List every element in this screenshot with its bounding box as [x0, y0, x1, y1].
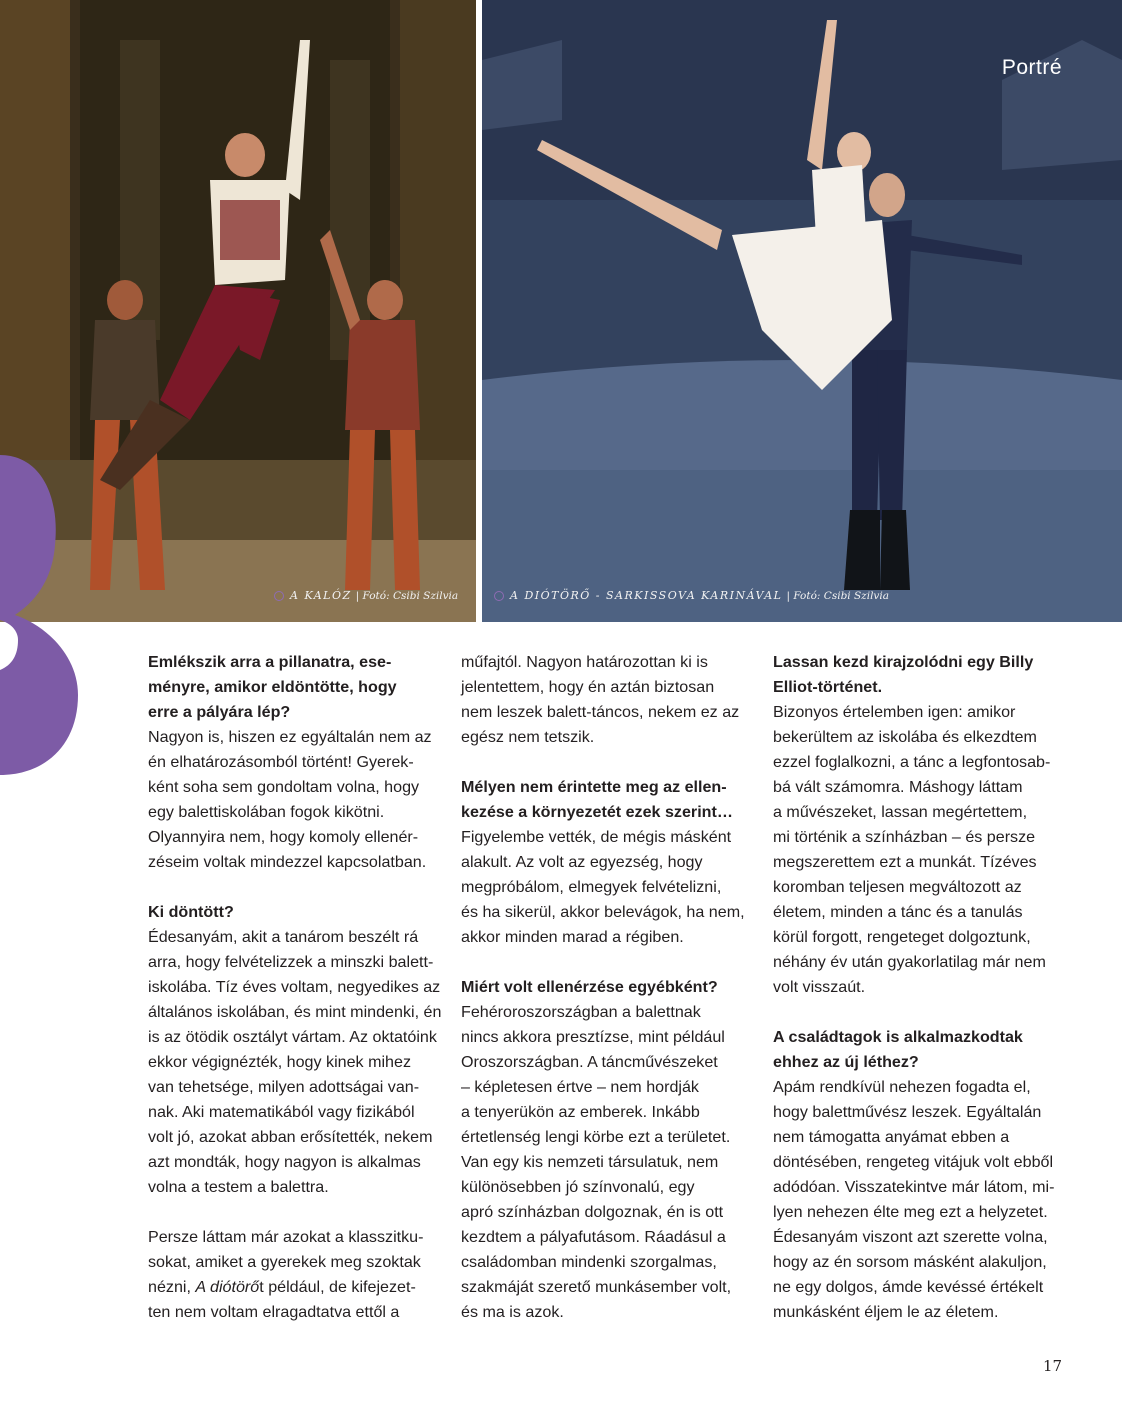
text-line: egész nem tetszik. [461, 728, 595, 746]
answer-1 [148, 725, 448, 875]
text-line: körül forgott, rengeteget dolgoztunk, [773, 928, 1031, 946]
text-line: szakmáját szerető munkásember volt, [461, 1278, 732, 1296]
text-line: Van egy kis nemzeti társulatuk, nem [461, 1153, 719, 1171]
caption-bullet-icon [274, 591, 284, 601]
text-line: ezzel foglalkozni, a tánc a legfontosab- [773, 753, 1051, 771]
text-line: Ki döntött? [148, 903, 234, 921]
answer-3 [461, 825, 761, 950]
text-line: Bizonyos értelemben igen: amikor [773, 703, 1016, 721]
text-line: ekkor végignézték, hogy kinek mihez [148, 1053, 412, 1071]
text-line: ehhez az új léthez? [773, 1053, 919, 1071]
text-line: megpróbálom, elmegyek felvételizni, [461, 878, 722, 896]
text-line: és ma is azok. [461, 1303, 564, 1321]
text-fragment: t például, de kifejezet- [259, 1278, 416, 1296]
text-line: Lassan kezd kirajzolódni egy Billy [773, 653, 1034, 671]
text-line: koromban teljesen megváltozott az [773, 878, 1022, 896]
text-line: családomban mindenki szorgalmas, [461, 1253, 717, 1271]
caption-left-title: A KALÓZ [290, 589, 352, 602]
caption-right-credit: | Fotó: Csibi Szilvia [786, 590, 889, 602]
text-line: Figyelembe vették, de mégis másként [461, 828, 732, 846]
text-line: Édesanyám, akit a tanárom beszélt rá [148, 928, 419, 946]
photo-nutcracker-illustration [482, 0, 1122, 622]
text-fragment: nézni, [148, 1278, 196, 1296]
text-line: sokat, amiket a gyerekek meg szoktak [148, 1253, 421, 1271]
text-line: Olyannyira nem, hogy komoly ellenér- [148, 828, 419, 846]
text-line: volt visszaút. [773, 978, 866, 996]
text-line: ten nem voltam elragadtatva ettől a [148, 1303, 400, 1321]
text-line: a művészeket, lassan megértettem, [773, 803, 1028, 821]
text-line: műfajtól. Nagyon határozottan ki is [461, 653, 708, 671]
text-line [148, 1275, 448, 1300]
text-line: Elliot-történet. [773, 678, 883, 696]
text-line: kezése a környezetét ezek szerint… [461, 803, 733, 821]
caption-right-title: A DIÓTÖRŐ - SARKISSOVA KARINÁVAL [510, 589, 783, 602]
text-line: értetlenség lengi körbe ezt a területet. [461, 1128, 731, 1146]
answer-2 [148, 925, 448, 1200]
text-line: lyen nehezen élte meg ezt a helyzetet. [773, 1203, 1048, 1221]
article-column-1 [148, 650, 448, 1350]
text-line: különösebben jó színvonalú, egy [461, 1178, 695, 1196]
text-line: Emlékszik arra a pillanatra, ese- [148, 653, 392, 671]
section-label: Portré [1001, 56, 1062, 79]
text-line: bá vált számomra. Máshogy láttam [773, 778, 1023, 796]
question-1 [148, 650, 448, 725]
text-line: bekerültem az iskolába és elkezdtem [773, 728, 1037, 746]
text-line: is az ötödik osztályt vártam. Az oktatóink [148, 1028, 437, 1046]
text-line: adódóan. Visszatekintve már látom, mi- [773, 1178, 1055, 1196]
text-line: kezdtem a pályafutásom. Ráadásul a [461, 1228, 726, 1246]
text-line: azt mondták, hogy nagyon is alkalmas [148, 1153, 421, 1171]
text-line: döntésében, rengeteg vitájuk volt ebből [773, 1153, 1054, 1171]
answer-5 [773, 700, 1073, 1000]
text-line: Persze láttam már azokat a klasszitku- [148, 1228, 424, 1246]
text-line: a tenyerükön az emberek. Inkább [461, 1103, 700, 1121]
text-line: nincs akkora presztízse, mint például [461, 1028, 725, 1046]
text-line: volna a testem a balettra. [148, 1178, 329, 1196]
text-line: Édesanyám viszont azt szerette volna, [773, 1228, 1048, 1246]
question-4 [461, 975, 761, 1000]
answer-6 [773, 1075, 1073, 1325]
answer-4 [461, 1000, 761, 1325]
text-line: volt jó, azokat abban erősítették, nekem [148, 1128, 433, 1146]
text-line: alakult. Az volt az egyezség, hogy [461, 853, 703, 871]
caption-bullet-icon [494, 591, 504, 601]
text-line: megszerettem ezt a munkát. Tízéves [773, 853, 1037, 871]
text-line: én elhatározásomból történt! Gyerek- [148, 753, 414, 771]
text-line: Fehéroroszországban a balettnak [461, 1003, 701, 1021]
text-line: A családtagok is alkalmazkodtak [773, 1028, 1023, 1046]
text-line: – képletesen értve – nem hordják [461, 1078, 699, 1096]
text-line: apró színházban dolgoznak, én is ott [461, 1203, 724, 1221]
question-6 [773, 1025, 1073, 1075]
text-line: néhány év után gyakorlatilag már nem [773, 953, 1046, 971]
text-line: Apám rendkívül nehezen fogadta el, [773, 1078, 1031, 1096]
text-line: zéseim voltak mindezzel kapcsolatban. [148, 853, 427, 871]
text-line: akkor minden marad a régiben. [461, 928, 684, 946]
text-line: egy balettiskolában fogok kikötni. [148, 803, 385, 821]
question-5 [773, 650, 1073, 700]
answer-continued [461, 650, 761, 750]
text-line: hogy az én sorsom másként alakuljon, [773, 1253, 1047, 1271]
work-title-italic: A diótörő [195, 1278, 260, 1296]
text-line: jelentettem, hogy én aztán biztosan [461, 678, 715, 696]
text-line: ményre, amikor eldöntötte, hogy [148, 678, 397, 696]
page-number: 17 [1043, 1357, 1063, 1375]
text-line: arra, hogy felvételizzek a minszki balett- [148, 953, 434, 971]
text-line: munkásként éljem le az életem. [773, 1303, 999, 1321]
question-3 [461, 775, 761, 825]
text-line: Mélyen nem érintette meg az ellen- [461, 778, 727, 796]
text-line: nak. Aki matematikából vagy fizikából [148, 1103, 415, 1121]
text-line: iskolába. Tíz éves voltam, negyedikes az [148, 978, 441, 996]
text-line: ne egy dolgos, ámde kevéssé értékelt [773, 1278, 1044, 1296]
text-line: nem támogatta anyámat ebben a [773, 1128, 1010, 1146]
caption-left-credit: | Fotó: Csibi Szilvia [355, 590, 459, 602]
text-line: erre a pályára lép? [148, 703, 291, 721]
text-line: életem, minden a tánc és a tanulás [773, 903, 1023, 921]
article-column-2 [461, 650, 761, 1350]
text-line: Oroszországban. A táncművészeket [461, 1053, 718, 1071]
text-line: mi történik a színházban – és persze [773, 828, 1036, 846]
text-line: Nagyon is, hiszen ez egyáltalán nem az [148, 728, 432, 746]
text-line: ként soha sem gondoltam volna, hogy [148, 778, 420, 796]
text-line: hogy balettművész leszek. Egyáltalán [773, 1103, 1042, 1121]
photo-nutcracker [482, 0, 1122, 622]
text-line: van tehetsége, milyen adottságai van- [148, 1078, 420, 1096]
caption-left [274, 589, 458, 602]
text-line: és ha sikerül, akkor belevágok, ha nem, [461, 903, 745, 921]
paragraph-3 [148, 1225, 448, 1325]
text-line: nem leszek balett-táncos, nekem ez az [461, 703, 740, 721]
purple-b-mark-icon [0, 455, 80, 775]
caption-right [494, 589, 889, 602]
question-2 [148, 900, 448, 925]
article-column-3 [773, 650, 1073, 1350]
text-line: Miért volt ellenérzése egyébként? [461, 978, 718, 996]
text-line: általános iskolában, és mint mindenki, én [148, 1003, 442, 1021]
